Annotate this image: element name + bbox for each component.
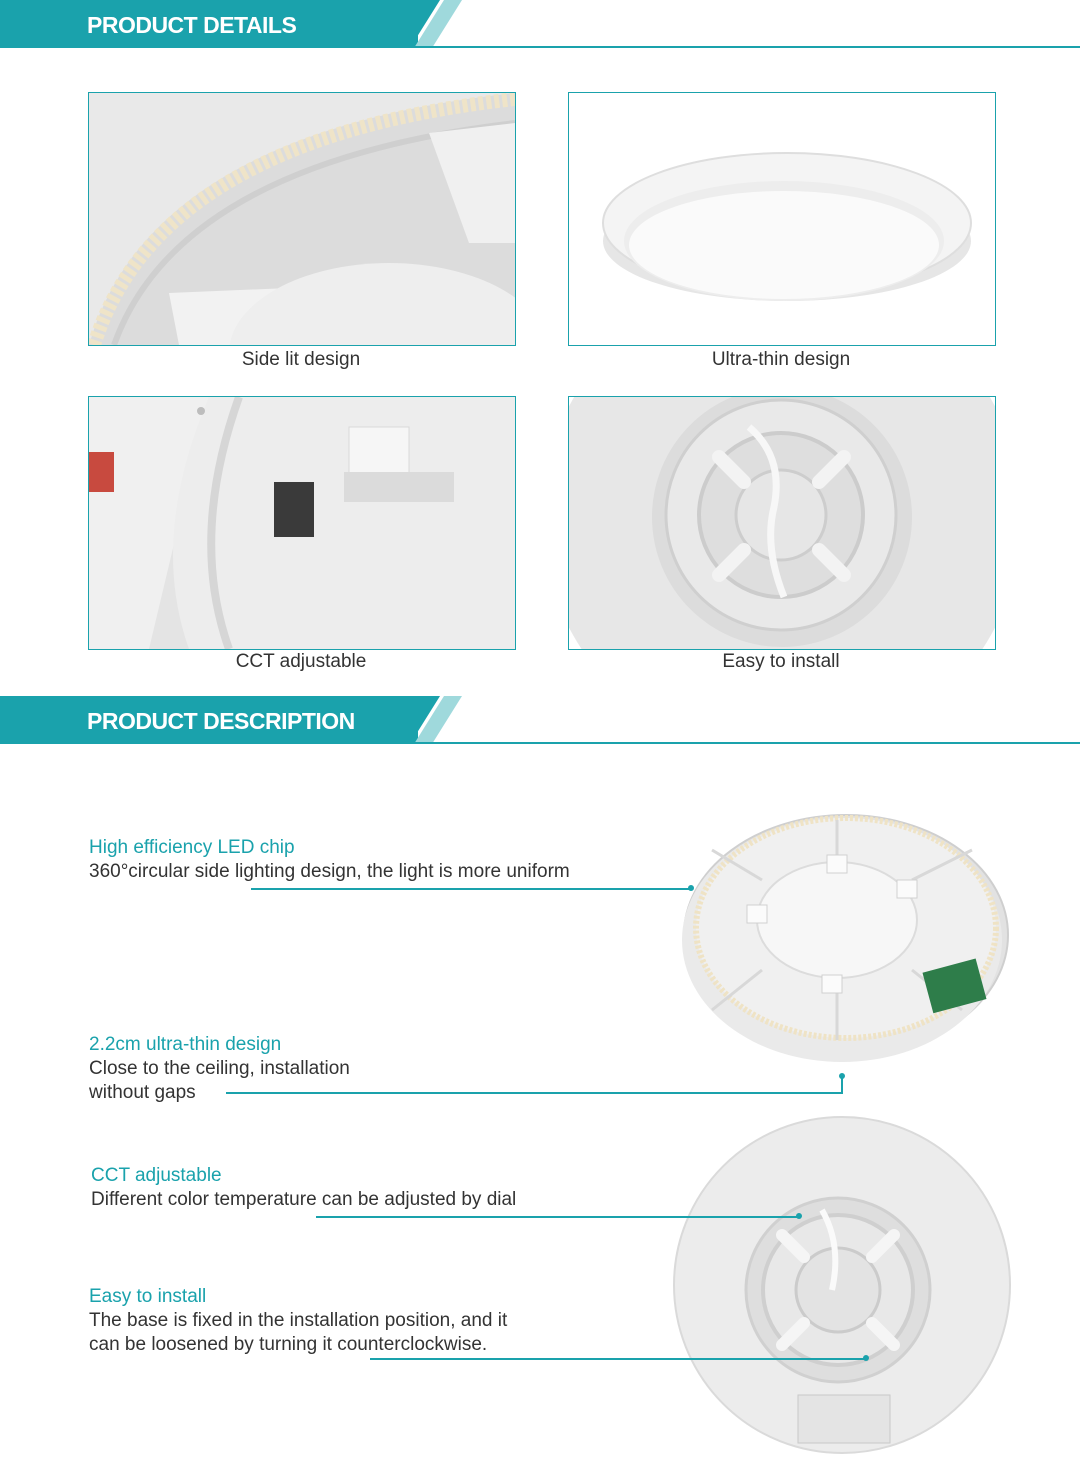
callout-dot [863, 1355, 869, 1361]
banner-rule [0, 742, 1080, 744]
feature-description: can be loosened by turning it counterclockwise. [89, 1334, 488, 1355]
feature-description: without gaps [89, 1082, 196, 1103]
callout-line [251, 888, 691, 890]
feature-ultra-thin [89, 1033, 350, 1105]
feature-led-chip [89, 836, 570, 884]
caption-side-lit: Side lit design [241, 349, 361, 370]
photo-cct-adjustable [88, 396, 516, 650]
feature-cct [91, 1164, 516, 1212]
banner-slant [400, 0, 480, 48]
banner-slant [400, 696, 480, 744]
feature-description: The base is fixed in the installation position, and it [89, 1310, 508, 1331]
section-title: PRODUCT DESCRIPTION [87, 708, 355, 734]
photo-easy-install [568, 396, 996, 650]
callout-line [316, 1216, 800, 1218]
feature-heading: CCT adjustable [91, 1165, 222, 1186]
callout-dot [796, 1213, 802, 1219]
callout-dot [688, 885, 694, 891]
product-image-interior [672, 810, 1012, 1080]
product-image-back [672, 1115, 1012, 1455]
photo-ultra-thin [568, 92, 996, 346]
feature-heading: Easy to install [89, 1286, 207, 1307]
feature-easy-install [89, 1285, 507, 1357]
feature-description: 360°circular side lighting design, the light is more uniform [89, 861, 570, 882]
feature-heading: 2.2cm ultra-thin design [89, 1034, 282, 1055]
callout-line [370, 1358, 867, 1360]
photo-side-lit [88, 92, 516, 346]
feature-description: Different color temperature can be adjusted by dial [91, 1189, 517, 1210]
product-details-banner [0, 0, 1080, 50]
caption-easy-install: Easy to install [722, 651, 840, 672]
callout-dot [839, 1073, 845, 1079]
feature-description: Close to the ceiling, installation [89, 1058, 350, 1079]
caption-cct-adjustable: CCT adjustable [235, 651, 367, 672]
feature-heading: High efficiency LED chip [89, 837, 295, 858]
section-title: PRODUCT DETAILS [87, 12, 297, 38]
callout-line [226, 1092, 843, 1094]
caption-ultra-thin: Ultra-thin design [711, 349, 851, 370]
product-description-banner [0, 696, 1080, 746]
banner-rule [0, 46, 1080, 48]
